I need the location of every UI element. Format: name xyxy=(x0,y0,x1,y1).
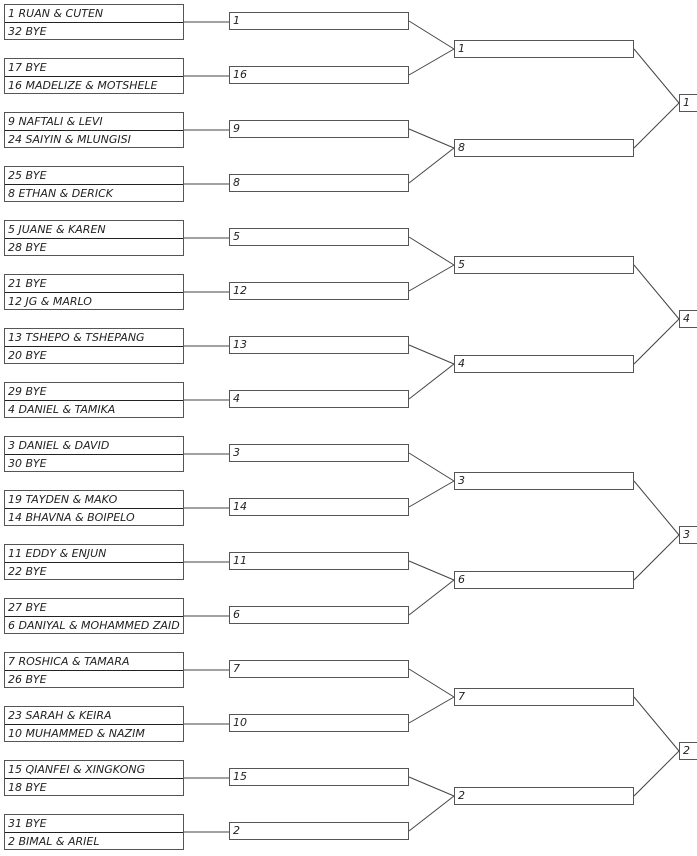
connector-round2 xyxy=(409,265,454,291)
round1-match xyxy=(4,166,184,202)
round1-match xyxy=(4,436,184,472)
team-name: 10 MUHAMMED & NAZIM xyxy=(8,727,145,740)
team-name: 11 EDDY & ENJUN xyxy=(8,547,107,560)
round2-slot xyxy=(229,390,409,408)
team-name: 28 BYE xyxy=(8,241,47,254)
connector-round2 xyxy=(409,777,454,796)
team-name: 27 BYE xyxy=(8,601,47,614)
slot-seed-number: 8 xyxy=(458,141,465,154)
team-name: 12 JG & MARLO xyxy=(8,295,92,308)
connector-round2 xyxy=(409,237,454,265)
slot-seed-number: 15 xyxy=(233,770,247,783)
round4-slot xyxy=(679,310,697,328)
slot-seed-number: 7 xyxy=(233,662,240,675)
team-name: 1 RUAN & CUTEN xyxy=(8,7,104,20)
round2-slot xyxy=(229,768,409,786)
team-name: 23 SARAH & KEIRA xyxy=(8,709,112,722)
team-name: 7 ROSHICA & TAMARA xyxy=(8,655,130,668)
round1-match xyxy=(4,328,184,364)
team-name: 9 NAFTALI & LEVI xyxy=(8,115,103,128)
slot-seed-number: 5 xyxy=(233,230,240,243)
connector-round2 xyxy=(409,669,454,697)
team-name: 14 BHAVNA & BOIPELO xyxy=(8,511,135,524)
slot-seed-number: 6 xyxy=(233,608,240,621)
round2-slot xyxy=(229,336,409,354)
round3-slot xyxy=(454,40,634,58)
round1-match xyxy=(4,382,184,418)
team-name: 18 BYE xyxy=(8,781,47,794)
team-name: 31 BYE xyxy=(8,817,47,830)
round3-slot xyxy=(454,787,634,805)
round2-slot xyxy=(229,660,409,678)
connector-round2 xyxy=(409,148,454,183)
connector-round3 xyxy=(634,49,679,103)
round2-slot xyxy=(229,66,409,84)
team-name: 25 BYE xyxy=(8,169,47,182)
round1-match xyxy=(4,490,184,526)
round2-slot xyxy=(229,822,409,840)
round1-match xyxy=(4,652,184,688)
round2-slot xyxy=(229,552,409,570)
slot-seed-number: 1 xyxy=(683,96,690,109)
team-name: 29 BYE xyxy=(8,385,47,398)
round4-slot xyxy=(679,94,697,112)
connector-round3 xyxy=(634,751,679,796)
team-name: 22 BYE xyxy=(8,565,47,578)
round2-slot xyxy=(229,228,409,246)
round3-slot xyxy=(454,688,634,706)
connector-round2 xyxy=(409,580,454,615)
connector-round2 xyxy=(409,796,454,831)
team-name: 20 BYE xyxy=(8,349,47,362)
round1-match xyxy=(4,220,184,256)
slot-seed-number: 7 xyxy=(458,690,465,703)
team-name: 2 BIMAL & ARIEL xyxy=(8,835,100,848)
team-name: 5 JUANE & KAREN xyxy=(8,223,106,236)
round2-slot xyxy=(229,282,409,300)
connector-round2 xyxy=(409,49,454,75)
round1-match xyxy=(4,760,184,796)
round3-slot xyxy=(454,472,634,490)
round1-match xyxy=(4,274,184,310)
slot-seed-number: 2 xyxy=(683,744,690,757)
round3-slot xyxy=(454,139,634,157)
slot-seed-number: 11 xyxy=(233,554,247,567)
team-name: 6 DANIYAL & MOHAMMED ZAID xyxy=(8,619,180,632)
team-name: 17 BYE xyxy=(8,61,47,74)
team-name: 16 MADELIZE & MOTSHELE xyxy=(8,79,158,92)
team-name: 15 QIANFEI & XINGKONG xyxy=(8,763,146,776)
slot-seed-number: 6 xyxy=(458,573,465,586)
slot-seed-number: 3 xyxy=(458,474,465,487)
slot-seed-number: 16 xyxy=(233,68,247,81)
round1-match xyxy=(4,112,184,148)
connector-round3 xyxy=(634,319,679,364)
slot-seed-number: 13 xyxy=(233,338,247,351)
connector-round2 xyxy=(409,561,454,580)
round2-slot xyxy=(229,120,409,138)
connector-round3 xyxy=(634,697,679,751)
connector-round2 xyxy=(409,21,454,49)
connector-round3 xyxy=(634,535,679,580)
round4-slot xyxy=(679,742,697,760)
round2-slot xyxy=(229,498,409,516)
round1-match xyxy=(4,598,184,634)
slot-seed-number: 10 xyxy=(233,716,247,729)
round2-slot xyxy=(229,444,409,462)
team-name: 4 DANIEL & TAMIKA xyxy=(8,403,116,416)
connector-round3 xyxy=(634,265,679,319)
slot-seed-number: 1 xyxy=(458,42,465,55)
slot-seed-number: 2 xyxy=(233,824,240,837)
slot-seed-number: 4 xyxy=(683,312,690,325)
connector-round2 xyxy=(409,481,454,507)
round2-slot xyxy=(229,714,409,732)
team-name: 8 ETHAN & DERICK xyxy=(8,187,113,200)
slot-seed-number: 9 xyxy=(233,122,240,135)
slot-seed-number: 1 xyxy=(233,14,240,27)
slot-seed-number: 4 xyxy=(458,357,465,370)
slot-seed-number: 3 xyxy=(233,446,240,459)
slot-seed-number: 12 xyxy=(233,284,247,297)
team-name: 19 TAYDEN & MAKO xyxy=(8,493,118,506)
team-name: 13 TSHEPO & TSHEPANG xyxy=(8,331,145,344)
slot-seed-number: 3 xyxy=(683,528,690,541)
team-name: 32 BYE xyxy=(8,25,47,38)
round2-slot xyxy=(229,12,409,30)
round1-match xyxy=(4,814,184,850)
round1-match xyxy=(4,4,184,40)
round2-slot xyxy=(229,606,409,624)
team-name: 3 DANIEL & DAVID xyxy=(8,439,110,452)
team-name: 24 SAIYIN & MLUNGISI xyxy=(8,133,131,146)
round3-slot xyxy=(454,256,634,274)
connector-round3 xyxy=(634,103,679,148)
slot-seed-number: 4 xyxy=(233,392,240,405)
connector-round2 xyxy=(409,129,454,148)
connector-round2 xyxy=(409,697,454,723)
round2-slot xyxy=(229,174,409,192)
connector-round2 xyxy=(409,453,454,481)
slot-seed-number: 14 xyxy=(233,500,247,513)
team-name: 26 BYE xyxy=(8,673,47,686)
slot-seed-number: 5 xyxy=(458,258,465,271)
round1-match xyxy=(4,706,184,742)
round4-slot xyxy=(679,526,697,544)
round3-slot xyxy=(454,571,634,589)
connector-round2 xyxy=(409,364,454,399)
slot-seed-number: 2 xyxy=(458,789,465,802)
round3-slot xyxy=(454,355,634,373)
connector-round2 xyxy=(409,345,454,364)
round1-match xyxy=(4,544,184,580)
team-name: 30 BYE xyxy=(8,457,47,470)
connector-round3 xyxy=(634,481,679,535)
slot-seed-number: 8 xyxy=(233,176,240,189)
team-name: 21 BYE xyxy=(8,277,47,290)
round1-match xyxy=(4,58,184,94)
